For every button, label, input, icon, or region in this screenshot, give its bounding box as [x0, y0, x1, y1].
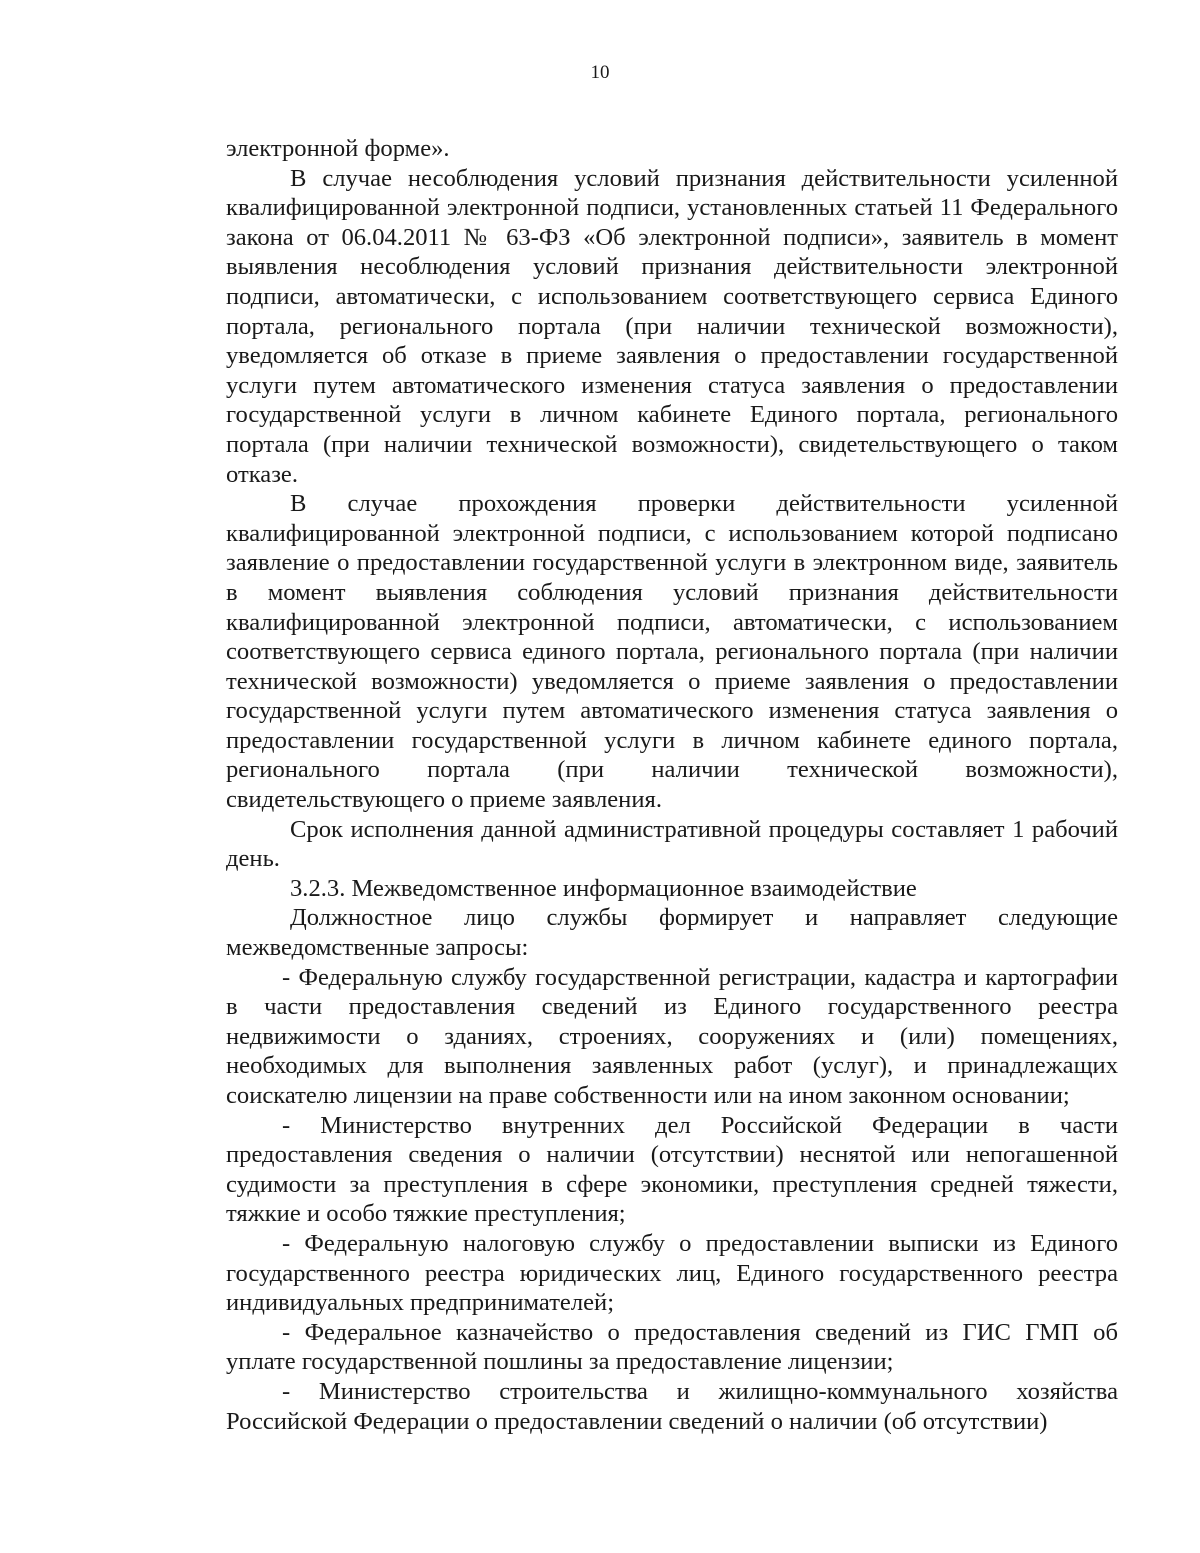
section-heading: 3.2.3. Межведомственное информационное взаимодействие	[290, 874, 917, 902]
list-item-rosreestr: - Федеральную службу государственной регистрации, кадастра и картографии в части предоставления сведений из Единого государственного реестра недвижимости о зданиях, строениях, сооружениях и (или) помещениях, необходимых для выполнения заявленных работ (услуг), и принадлежащих соискателю лицензии на праве собственности или на ином законном основании;	[226, 963, 1118, 1109]
paragraph-signature-invalid: В случае несоблюдения условий признания действительности усиленной квалифицированной электронной подписи, установленных статьей 11 Федерального закона от 06.04.2011 № 63-ФЗ «Об электронной подписи», заявитель в момент выявления несоблюдения условий признания действительности электронной подписи, автоматически, с использованием соответствующего сервиса Единого портала, регионального портала (при наличии технической возможности), уведомляется об отказе в приеме заявления о предоставлении государственной услуги путем автоматического изменения статуса заявления о предоставлении государственной услуги в личном кабинете Единого портала, регионального портала (при наличии технической возможности), свидетельствующего о таком отказе.	[226, 164, 1118, 488]
document-body	[226, 134, 1118, 1436]
paragraph-requests-intro: Должностное лицо службы формирует и направляет следующие межведомственные запросы:	[226, 904, 1118, 962]
list-item-fns: - Федеральную налоговую службу о предоставлении выписки из Единого государственного реестра юридических лиц, Единого государственного реестра индивидуальных предпринимателей;	[226, 1229, 1118, 1317]
paragraph-deadline: Срок исполнения данной административной процедуры составляет 1 рабочий день.	[226, 815, 1118, 873]
list-item-minstroy: - Министерство строительства и жилищно-коммунального хозяйства Российской Федерации о предоставлении сведений о наличии (об отсутствии)	[226, 1377, 1118, 1435]
paragraph-continuation: электронной форме».	[226, 135, 450, 162]
list-item-treasury: - Федеральное казначейство о предоставления сведений из ГИС ГМП об уплате государственной пошлины за предоставление лицензии;	[226, 1318, 1118, 1376]
page-number: 10	[590, 62, 610, 83]
list-item-mvd: - Министерство внутренних дел Российской Федерации в части предоставления сведения о наличии (отсутствии) неснятой или непогашенной судимости за преступления в сфере экономики, преступления средней тяжести, тяжкие и особо тяжкие преступления;	[226, 1111, 1118, 1228]
paragraph-signature-valid: В случае прохождения проверки действительности усиленной квалифицированной электронной подписи, с использованием которой подписано заявление о предоставлении государственной услуги в электронном виде, заявитель в момент выявления соблюдения условий признания действительности квалифицированной электронной подписи, автоматически, с использованием соответствующего сервиса единого портала, регионального портала (при наличии технической возможности) уведомляется о приеме заявления о предоставлении государственной услуги путем автоматического изменения статуса заявления о предоставлении государственной услуги в личном кабинете единого портала, регионального портала (при наличии технической возможности), свидетельствующего о приеме заявления.	[226, 490, 1118, 814]
